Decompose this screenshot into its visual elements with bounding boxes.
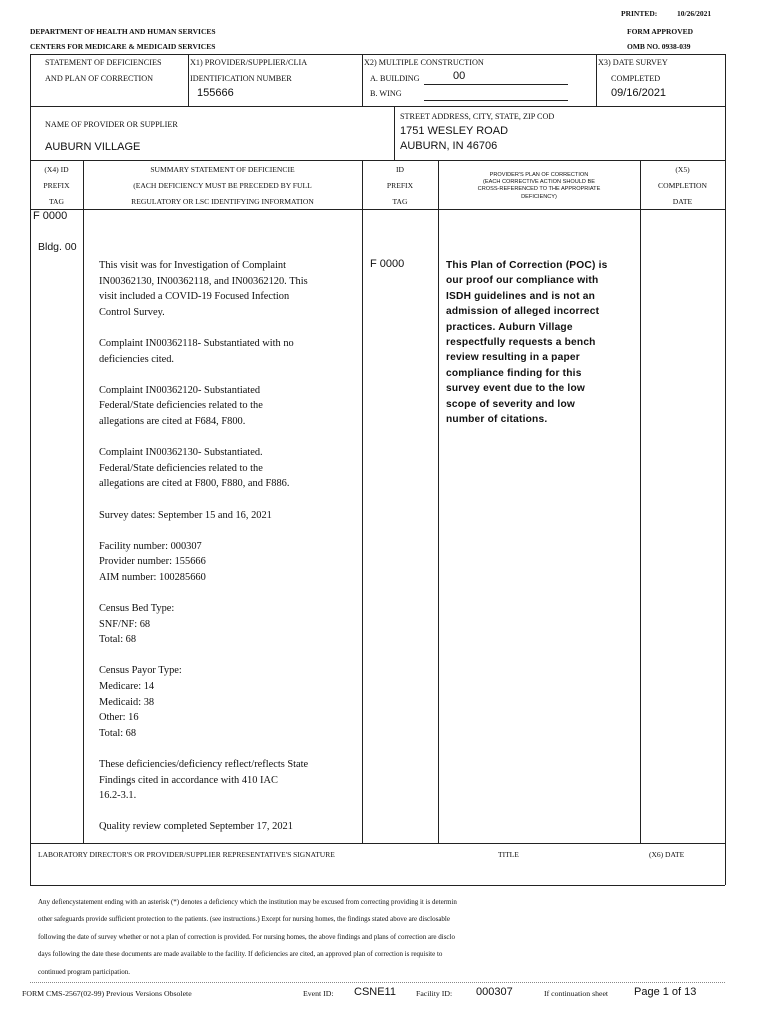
summary-line: Control Survey. [99, 306, 165, 318]
summary-line: Medicare: 14 [99, 681, 155, 693]
poc-line: admission of alleged incorrect [446, 306, 600, 318]
poc-line: our proof our compliance with [446, 275, 599, 287]
provider-name-label: NAME OF PROVIDER OR SUPPLIER [45, 120, 178, 129]
statement-label-2: AND PLAN OF CORRECTION [45, 74, 154, 83]
summary-line: IN00362130, IN00362118, and IN00362120. This [99, 275, 308, 287]
street-address-value: 1751 WESLEY ROAD [400, 125, 509, 137]
summary-paragraph [99, 757, 361, 804]
centers-title: CENTERS FOR MEDICARE & MEDICAID SERVICES [30, 42, 216, 51]
summary-line: Other: 16 [99, 712, 139, 724]
provider-name-value: AUBURN VILLAGE [45, 141, 141, 153]
poc-line: scope of severity and low [446, 398, 575, 410]
form-approved: FORM APPROVED [627, 27, 694, 36]
summary-line: Census Payor Type: [99, 665, 182, 677]
statement-label-1: STATEMENT OF DEFICIENCIES [45, 58, 162, 67]
summary-line: Complaint IN00362130- Substantiated. [99, 447, 263, 459]
summary-paragraph [99, 508, 361, 524]
summary-line: Federal/State deficiencies related to the [99, 462, 263, 474]
summary-line: Complaint IN00362118- Substantiated with no [99, 337, 294, 349]
deficiency-tag: F 0000 [33, 210, 68, 222]
page-number: Page 1 of 13 [634, 986, 697, 998]
summary-line: visit included a COVID-19 Focused Infection [99, 291, 290, 303]
provider-id-value: 155666 [197, 87, 234, 99]
street-address-label: STREET ADDRESS, CITY, STATE, ZIP COD [400, 112, 555, 121]
building-label: A. BUILDING [370, 74, 420, 83]
printed-label: PRINTED: [621, 9, 658, 18]
poc-line: ISDH guidelines and is not an [446, 290, 596, 302]
summary-line: Federal/State deficiencies related to the [99, 400, 263, 412]
x4-header: (X4) ID PREFIX TAG [43, 165, 70, 206]
title-label: TITLE [498, 850, 519, 859]
summary-line: 16.2-3.1. [99, 790, 137, 802]
poc-line: compliance finding for this [446, 367, 582, 379]
summary-line: Total: 68 [99, 634, 137, 646]
summary-line: Quality review completed September 17, 2021 [99, 821, 293, 833]
poc-line: review resulting in a paper [446, 352, 580, 364]
printed-date: 10/26/2021 [677, 9, 712, 18]
summary-paragraph [99, 336, 361, 367]
summary-paragraph [99, 539, 361, 586]
summary-line: SNF/NF: 68 [99, 618, 151, 630]
event-id-label: Event ID: [303, 989, 334, 998]
facility-id-value: 000307 [476, 986, 513, 998]
provider-id-label-2: IDENTIFICATION NUMBER [190, 74, 292, 83]
summary-header: SUMMARY STATEMENT OF DEFICIENCIE (EACH DEFICIENCY MUST BE PRECEDED BY FULL REGULATORY OR LSC IDENTIFYING INFORMATION [131, 165, 314, 206]
summary-line: deficiencies cited. [99, 353, 175, 365]
x5-header: (X5) COMPLETION DATE [658, 165, 707, 206]
summary-paragraph [99, 445, 361, 492]
summary-line: Facility number: 000307 [99, 540, 202, 552]
plan-header: PROVIDER'S PLAN OF CORRECTION (EACH CORRECTIVE ACTION SHOULD BE CROSS-REFERENCED TO THE APPROPRIATE DEFICIENCY) [477, 172, 601, 200]
signature-label: LABORATORY DIRECTOR'S OR PROVIDER/SUPPLIER REPRESENTATIVE'S SIGNATURE [38, 850, 335, 859]
summary-paragraph [99, 819, 361, 835]
dept-title: DEPARTMENT OF HEALTH AND HUMAN SERVICES [30, 27, 216, 36]
city-state-zip-value: AUBURN, IN 46706 [400, 140, 498, 152]
wing-label: B. WING [370, 89, 402, 98]
building-tag: Bldg. 00 [38, 241, 77, 253]
survey-date-value: 09/16/2021 [611, 87, 667, 99]
summary-line: Census Bed Type: [99, 603, 175, 615]
summary-line: Complaint IN00362120- Substantiated [99, 384, 261, 396]
summary-line: Provider number: 155666 [99, 556, 206, 568]
summary-line: Medicaid: 38 [99, 696, 155, 708]
summary-line: These deficiencies/deficiency reflect/reflects State [99, 759, 309, 770]
multiple-construction-label: X2) MULTIPLE CONSTRUCTION [364, 58, 484, 67]
poc-line: This Plan of Correction (POC) is [446, 260, 608, 271]
form-number: FORM CMS-2567(02-99) Previous Versions Obsolete [22, 989, 192, 998]
x6-date-label: (X6) DATE [649, 850, 685, 859]
summary-line: This visit was for Investigation of Complaint [99, 260, 287, 271]
summary-line: AIM number: 100285660 [99, 571, 206, 583]
summary-paragraph [99, 663, 361, 741]
summary-paragraph [99, 601, 361, 648]
building-value: 00 [453, 70, 466, 82]
poc-line: respectfully requests a bench [446, 337, 596, 349]
completed-label: COMPLETED [611, 74, 661, 83]
facility-id-label: Facility ID: [416, 989, 453, 998]
id-header: ID PREFIX TAG [386, 165, 414, 206]
summary-paragraph [99, 383, 361, 430]
event-id-value: CSNE11 [354, 986, 396, 998]
provider-id-label-1: X1) PROVIDER/SUPPLIER/CLIA [190, 58, 308, 67]
disclaimer: Any defiencystatement ending with an asterisk (*) denotes a deficiency which the institution may be excused from correcting providing it is determin other safeguards provide sufficient protection to the patients. (see instructions.) Except for nursing homes, the findings stated above are disclosable following the date of survey whether or not a plan of correction is provided. For nursing homes, the above findings and plans of correction are disclo days following the date these documents are made available to the facility. If deficiencies are cited, an approved plan of correction is requisite to continued program participation. [38, 898, 457, 976]
poc-line: number of citations. [446, 414, 548, 426]
plan-of-correction [446, 258, 636, 427]
continuation-label: If continuation sheet [544, 989, 609, 998]
summary-line: allegations are cited at F800, F880, and F886. [99, 478, 290, 490]
poc-line: practices. Auburn Village [446, 321, 573, 333]
summary-line: allegations are cited at F684, F800. [99, 415, 246, 427]
omb-number: OMB NO. 0938-039 [627, 42, 691, 51]
summary-line: Total: 68 [99, 727, 137, 739]
id-prefix-tag: F 0000 [370, 258, 405, 270]
poc-line: survey event due to the low [446, 383, 586, 395]
summary-statement [99, 258, 361, 851]
summary-paragraph [99, 258, 361, 320]
summary-line: Survey dates: September 15 and 16, 2021 [99, 509, 272, 521]
date-survey-label: X3) DATE SURVEY [598, 58, 668, 67]
summary-line: Findings cited in accordance with 410 IAC [99, 774, 278, 786]
